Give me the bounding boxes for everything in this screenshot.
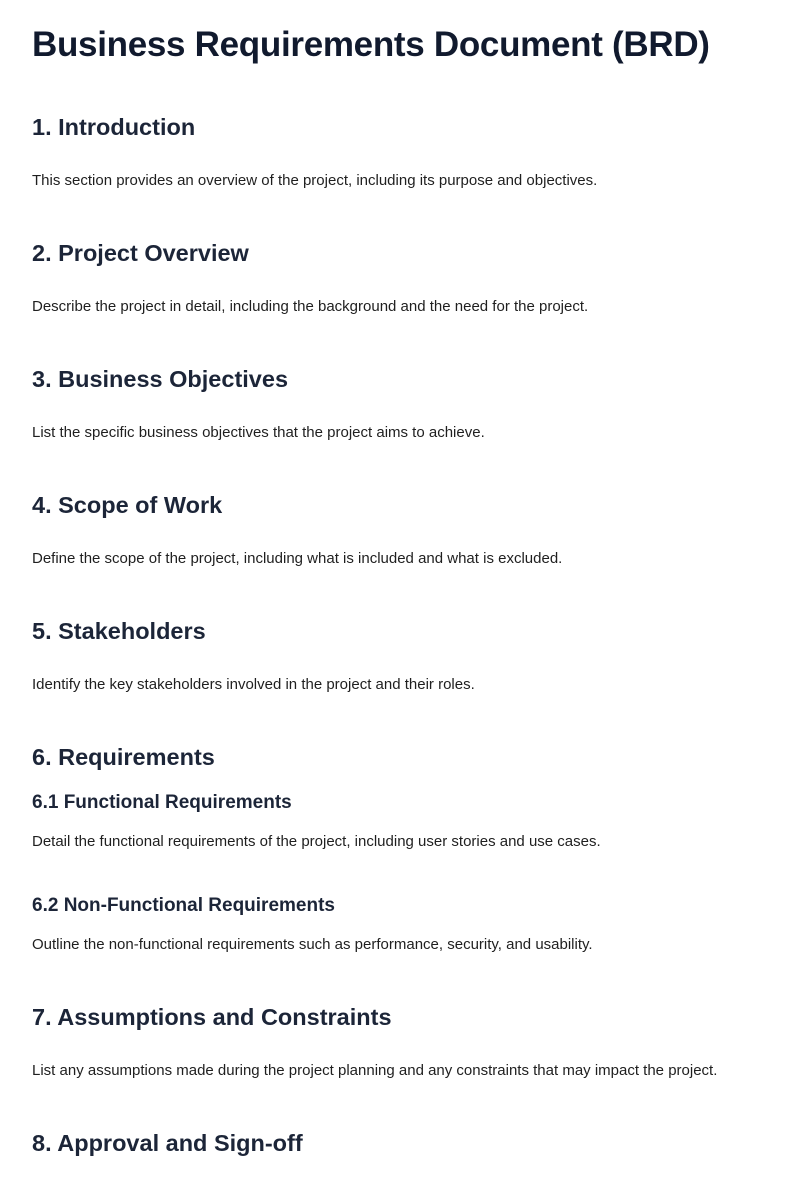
section-heading: 5. Stakeholders — [32, 618, 206, 644]
section-business-objectives — [32, 365, 768, 443]
subsection-body: Detail the functional requirements of the project, including user stories and use cases. — [32, 833, 601, 850]
section-requirements — [32, 743, 768, 955]
subsection-non-functional-requirements — [32, 894, 768, 955]
section-body: Define the scope of the project, including what is included and what is excluded. — [32, 550, 563, 567]
section-body: Describe the project in detail, including the background and the need for the project. — [32, 298, 589, 315]
section-heading: 3. Business Objectives — [32, 366, 289, 392]
section-heading: 6. Requirements — [32, 744, 215, 770]
section-introduction — [32, 113, 768, 191]
subsection-heading: 6.2 Non-Functional Requirements — [32, 895, 335, 916]
section-heading: 4. Scope of Work — [32, 492, 223, 518]
section-body: List any assumptions made during the project planning and any constraints that may impact the project. — [32, 1062, 718, 1079]
subsection-body: Outline the non-functional requirements such as performance, security, and usability. — [32, 936, 593, 953]
section-assumptions-constraints — [32, 1003, 768, 1081]
section-heading: 2. Project Overview — [32, 240, 249, 266]
section-heading: 1. Introduction — [32, 114, 196, 140]
section-body: This section provides an overview of the project, including its purpose and objectives. — [32, 172, 598, 189]
section-heading: 7. Assumptions and Constraints — [32, 1004, 392, 1030]
subsection-heading: 6.1 Functional Requirements — [32, 792, 292, 813]
section-approval-signoff — [32, 1129, 768, 1157]
subsection-functional-requirements — [32, 791, 768, 852]
section-body: Identify the key stakeholders involved in the project and their roles. — [32, 676, 475, 693]
section-stakeholders — [32, 617, 768, 695]
section-body: List the specific business objectives that the project aims to achieve. — [32, 424, 485, 441]
section-scope-of-work — [32, 491, 768, 569]
section-heading: 8. Approval and Sign-off — [32, 1130, 303, 1156]
document-title: Business Requirements Document (BRD) — [32, 25, 710, 64]
section-project-overview — [32, 239, 768, 317]
